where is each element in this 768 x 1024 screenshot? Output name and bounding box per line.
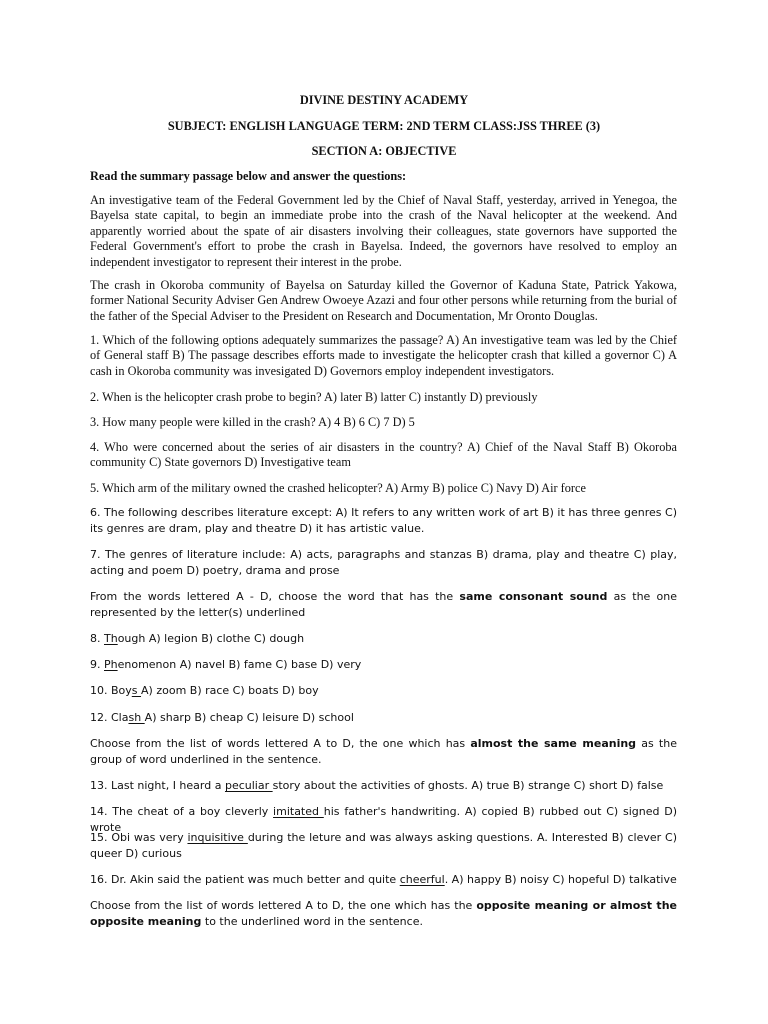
question-8: 8. Though A) legion B) clothe C) dough xyxy=(90,632,305,645)
question-2: 2. When is the helicopter crash probe to begin? A) later B) latter C) instantly D) previously xyxy=(90,390,538,404)
emphasis-opposite-meaning: opposite meaning or almost the opposite meaning xyxy=(90,899,677,928)
underlined-word: imitated xyxy=(273,805,324,818)
school-name: DIVINE DESTINY ACADEMY xyxy=(299,93,469,107)
emphasis-same-meaning: almost the same meaning xyxy=(470,737,637,750)
subject-line: SUBJECT: ENGLISH LANGUAGE TERM: 2ND TERM CLASS:JSS THREE (3) xyxy=(167,119,601,133)
underlined-letters: s xyxy=(131,684,142,697)
underlined-letters: sh xyxy=(128,711,145,724)
underlined-word: cheerful xyxy=(399,873,445,886)
underlined-letters: Th xyxy=(104,632,118,645)
section-title: SECTION A: OBJECTIVE xyxy=(311,144,457,158)
question-9: 9. Phenomenon A) navel B) fame C) base D) very xyxy=(90,658,362,671)
question-10: 10. Boys A) zoom B) race C) boats D) boy xyxy=(90,684,319,697)
antonym-instruction: Choose from the list of words lettered A to D, the one which has the opposite meaning or almost the opposite meaning to the underlined word in the sentence. xyxy=(90,899,677,928)
question-3: 3. How many people were killed in the crash? A) 4 B) 6 C) 7 D) 5 xyxy=(90,415,415,429)
question-1: 1. Which of the following options adequately summarizes the passage? A) An investigative team was led by the Chief of General staff B) The passage describes efforts made to investigate the helicopter crash that killed a governor C) A cash in Okoroba community was invesigated D) Governors employ independent investigators. xyxy=(90,333,677,378)
underlined-word: inquisitive xyxy=(187,831,248,844)
question-7: 7. The genres of literature include: A) acts, paragraphs and stanzas B) drama, play and theatre C) play, acting and poem D) poetry, drama and prose xyxy=(90,548,677,577)
passage-paragraph-1: An investigative team of the Federal Government led by the Chief of Naval Staff, yesterday, arrived in Yenegoa, the Bayelsa state capital, to begin an immediate probe into the crash of the Naval helicopter at the weekend. And apparently worried about the spate of air disasters involving their colleagues, state governors have supported the Federal Government's effort to probe the crash in Bayelsa. Indeed, the governors have resolved to employ an independent investigator to represent their interest in the probe. xyxy=(90,193,677,269)
passage-instruction: Read the summary passage below and answer the questions: xyxy=(90,169,407,183)
passage-paragraph-2: The crash in Okoroba community of Bayelsa on Saturday killed the Governor of Kaduna State, Patrick Yakowa, former National Security Adviser Gen Andrew Owoeye Azazi and four other persons while returning from the burial of the father of the Special Adviser to the President on Research and Documentation, Mr Oronto Douglas. xyxy=(90,278,678,323)
synonym-instruction: Choose from the list of words lettered A to D, the one which has almost the same meaning as the group of word underlined in the sentence. xyxy=(90,737,677,766)
consonant-sound-instruction: From the words lettered A - D, choose the word that has the same consonant sound as the one represented by the letter(s) underlined xyxy=(90,590,677,619)
emphasis-same-consonant-sound: same consonant sound xyxy=(459,590,608,603)
question-6: 6. The following describes literature except: A) It refers to any written work of art B) it has three genres C) its genres are dram, play and theatre D) it has artistic value. xyxy=(90,506,677,535)
question-16: 16. Dr. Akin said the patient was much better and quite cheerful. A) happy B) noisy C) hopeful D) talkative xyxy=(90,873,677,886)
question-4: 4. Who were concerned about the series of air disasters in the country? A) Chief of the Naval Staff B) Okoroba community C) State governors D) Investigative team xyxy=(90,440,677,470)
question-14: 14. The cheat of a boy cleverly imitated his father's handwriting. A) copied B) rubbed out C) signed D) wrote xyxy=(90,805,677,834)
question-15: 15. Obi was very inquisitive during the leture and was always asking questions. A. Interested B) clever C) queer D) curious xyxy=(90,831,677,860)
question-12: 12. Clash A) sharp B) cheap C) leisure D) school xyxy=(90,711,354,724)
question-5: 5. Which arm of the military owned the crashed helicopter? A) Army B) police C) Navy D) Air force xyxy=(90,481,586,495)
underlined-word: peculiar xyxy=(224,779,273,792)
question-13: 13. Last night, I heard a peculiar story about the activities of ghosts. A) true B) strange C) short D) false xyxy=(90,779,664,792)
underlined-letters: Ph xyxy=(104,658,118,671)
